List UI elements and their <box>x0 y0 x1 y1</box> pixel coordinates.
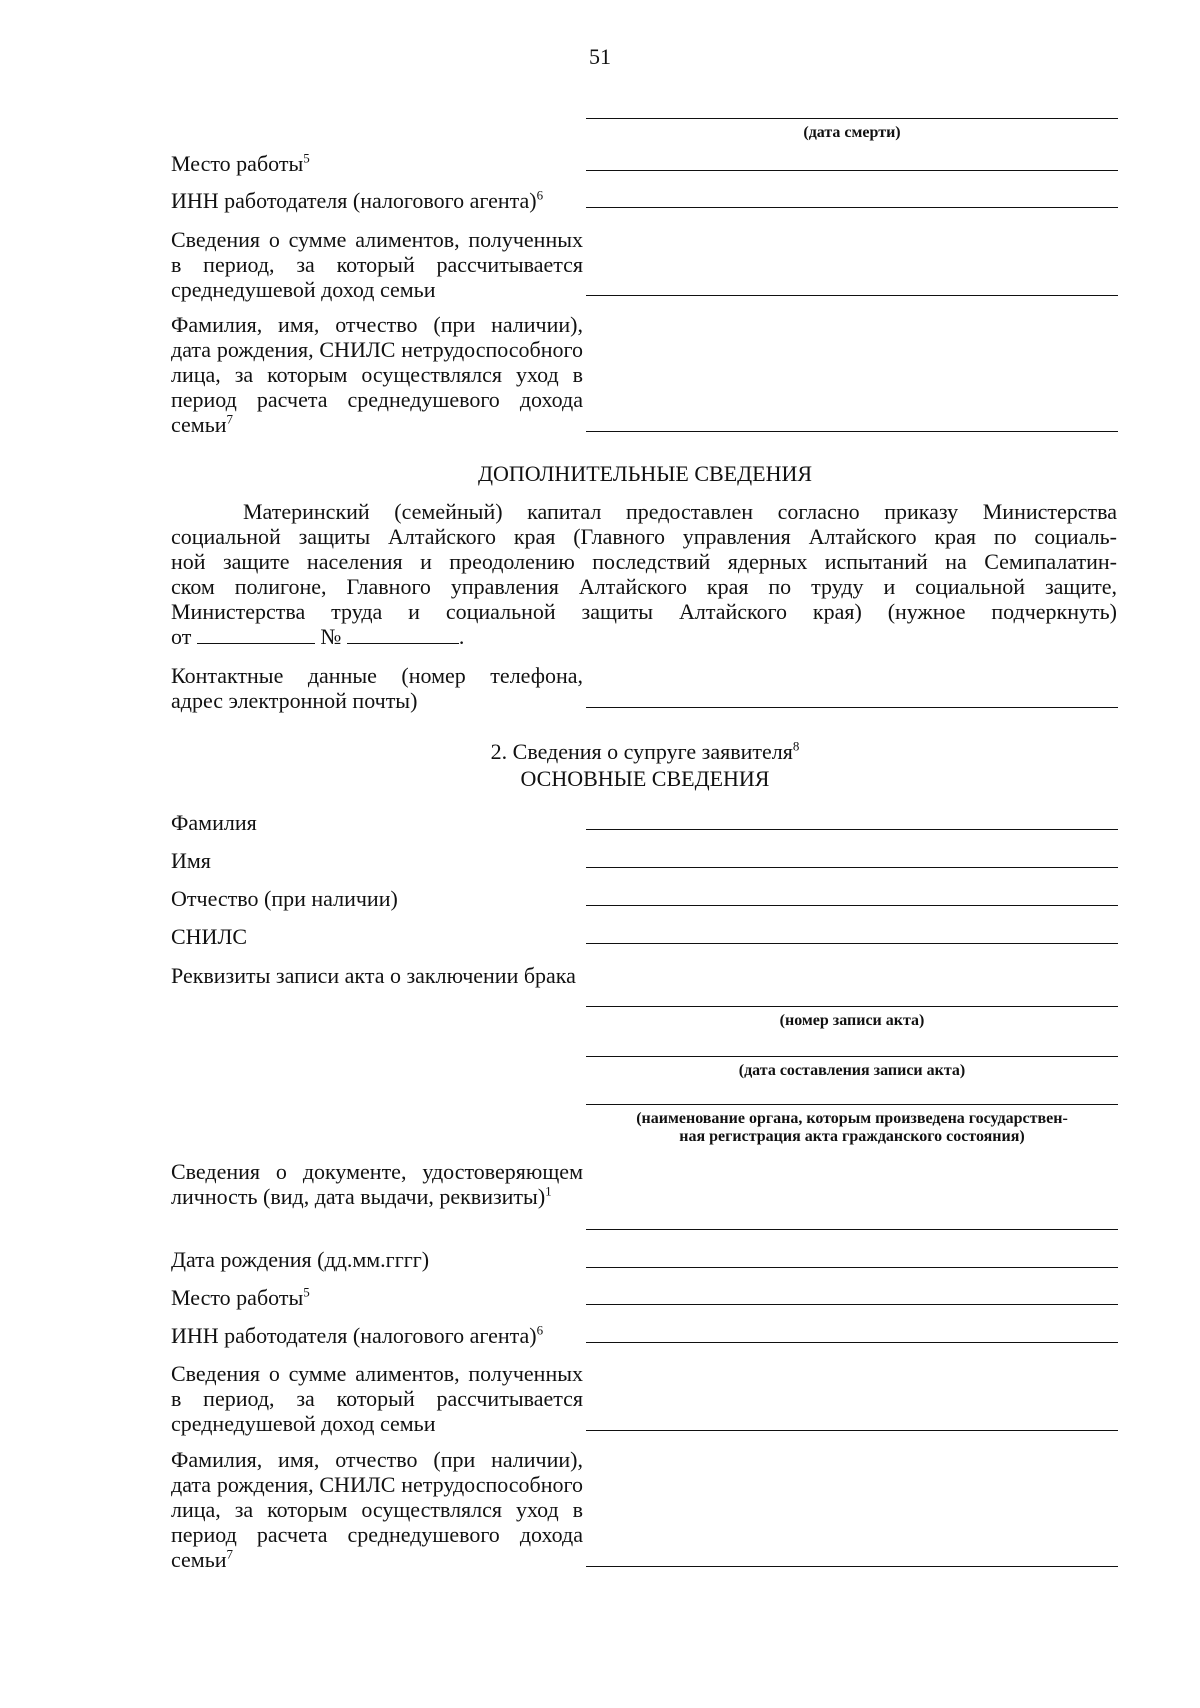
additional-heading: ДОПОЛНИТЕЛЬНЫЕ СВЕДЕНИЯ <box>477 461 813 486</box>
snils-label: СНИЛС <box>171 924 248 949</box>
surname-label: Фамилия <box>171 810 257 835</box>
name-field[interactable] <box>586 867 1118 868</box>
capital-paragraph <box>171 499 1117 624</box>
identity-document-field[interactable] <box>586 1229 1118 1230</box>
paragraph-line: социальной защиты Алтайского края (Главного управления Алтайского края по социаль- <box>171 524 1117 549</box>
footnote-ref: 1 <box>545 1183 552 1199</box>
snils-field[interactable] <box>586 943 1118 944</box>
paragraph-line: Министерства труда и социальной защиты Алтайского края) (нужное подчеркнуть) <box>171 599 1117 624</box>
alimony-label: Сведения о сумме алиментов, полученных в период, за который рассчитывается среднедушевой доход семьи <box>171 1361 583 1436</box>
footnote-ref: 8 <box>792 738 800 754</box>
order-reference-line: от № . <box>171 624 465 649</box>
contacts-label: Контактные данные (номер телефона, адрес электронной почты) <box>171 663 583 713</box>
employer-inn-field[interactable] <box>586 1342 1118 1343</box>
footnote-ref: 7 <box>226 1546 234 1562</box>
page-number: 51 <box>589 44 611 69</box>
record-number-field[interactable] <box>586 1006 1118 1007</box>
alimony-field[interactable] <box>586 1430 1118 1431</box>
death-date-caption: (дата смерти) <box>803 124 901 141</box>
patronymic-label: Отчество (при наличии) <box>171 886 398 911</box>
record-number-caption: (номер записи акта) <box>779 1012 925 1029</box>
contacts-field[interactable] <box>586 707 1118 708</box>
identity-document-label: Сведения о документе, удостоверяющем личность (вид, дата выдачи, реквизиты)$^1$ <box>171 1159 583 1209</box>
care-field[interactable] <box>586 431 1118 432</box>
work-place-field[interactable] <box>586 1304 1118 1305</box>
order-date-field[interactable] <box>197 625 315 644</box>
section2-title: 2. Сведения о супруге заявителя$^8$ <box>490 738 800 764</box>
death-date-field[interactable] <box>586 118 1118 119</box>
marriage-record-label: Реквизиты записи акта о заключении брака <box>171 963 576 988</box>
employer-inn-field[interactable] <box>586 207 1118 208</box>
record-date-field[interactable] <box>586 1056 1118 1057</box>
care-field[interactable] <box>586 1566 1118 1567</box>
paragraph-line: Материнский (семейный) капитал предоставлен согласно приказу Министерства <box>243 499 1117 524</box>
footnote-ref: 6 <box>536 1322 544 1338</box>
footnote-ref: 5 <box>303 150 310 166</box>
care-label: Фамилия, имя, отчество (при наличии), дата рождения, СНИЛС нетрудоспособного лица, за которым осуществлялся уход в период расчета среднедушевого дохода семьи$^7$ <box>171 1447 583 1572</box>
registration-authority-caption: (наименование органа, которым произведена государствен- ная регистрация акта гражданского состояния) <box>636 1110 1068 1145</box>
care-label: Фамилия, имя, отчество (при наличии), дата рождения, СНИЛС нетрудоспособного лица, за которым осуществлялся уход в период расчета среднедушевого дохода семьи$^7$ <box>171 312 583 437</box>
footnote-ref: 5 <box>303 1284 310 1300</box>
name-label: Имя <box>171 848 211 873</box>
alimony-label: Сведения о сумме алиментов, полученных в период, за который рассчитывается среднедушевой доход семьи <box>171 227 583 302</box>
work-place-label: Место работы$^5$ <box>171 150 310 176</box>
work-place-field[interactable] <box>586 170 1118 171</box>
footnote-ref: 6 <box>536 187 544 203</box>
footnote-ref: 7 <box>226 411 234 427</box>
patronymic-field[interactable] <box>586 905 1118 906</box>
paragraph-line: ной защите населения и преодолению последствий ядерных испытаний на Семипалатин- <box>171 549 1117 574</box>
surname-field[interactable] <box>586 829 1118 830</box>
birth-date-label: Дата рождения (дд.мм.гггг) <box>171 1247 430 1272</box>
birth-date-field[interactable] <box>586 1267 1118 1268</box>
record-date-caption: (дата составления записи акта) <box>738 1062 966 1079</box>
paragraph-line: ском полигоне, Главного управления Алтайского края по труду и социальной защите, <box>171 574 1117 599</box>
alimony-field[interactable] <box>586 295 1118 296</box>
registration-authority-field[interactable] <box>586 1104 1118 1105</box>
section2-heading: ОСНОВНЫЕ СВЕДЕНИЯ <box>520 766 770 791</box>
work-place-label: Место работы$^5$ <box>171 1284 310 1310</box>
employer-inn-label: ИНН работодателя (налогового агента)$^6$ <box>171 187 544 213</box>
order-number-field[interactable] <box>347 625 459 644</box>
employer-inn-label: ИНН работодателя (налогового агента)$^6$ <box>171 1322 544 1348</box>
